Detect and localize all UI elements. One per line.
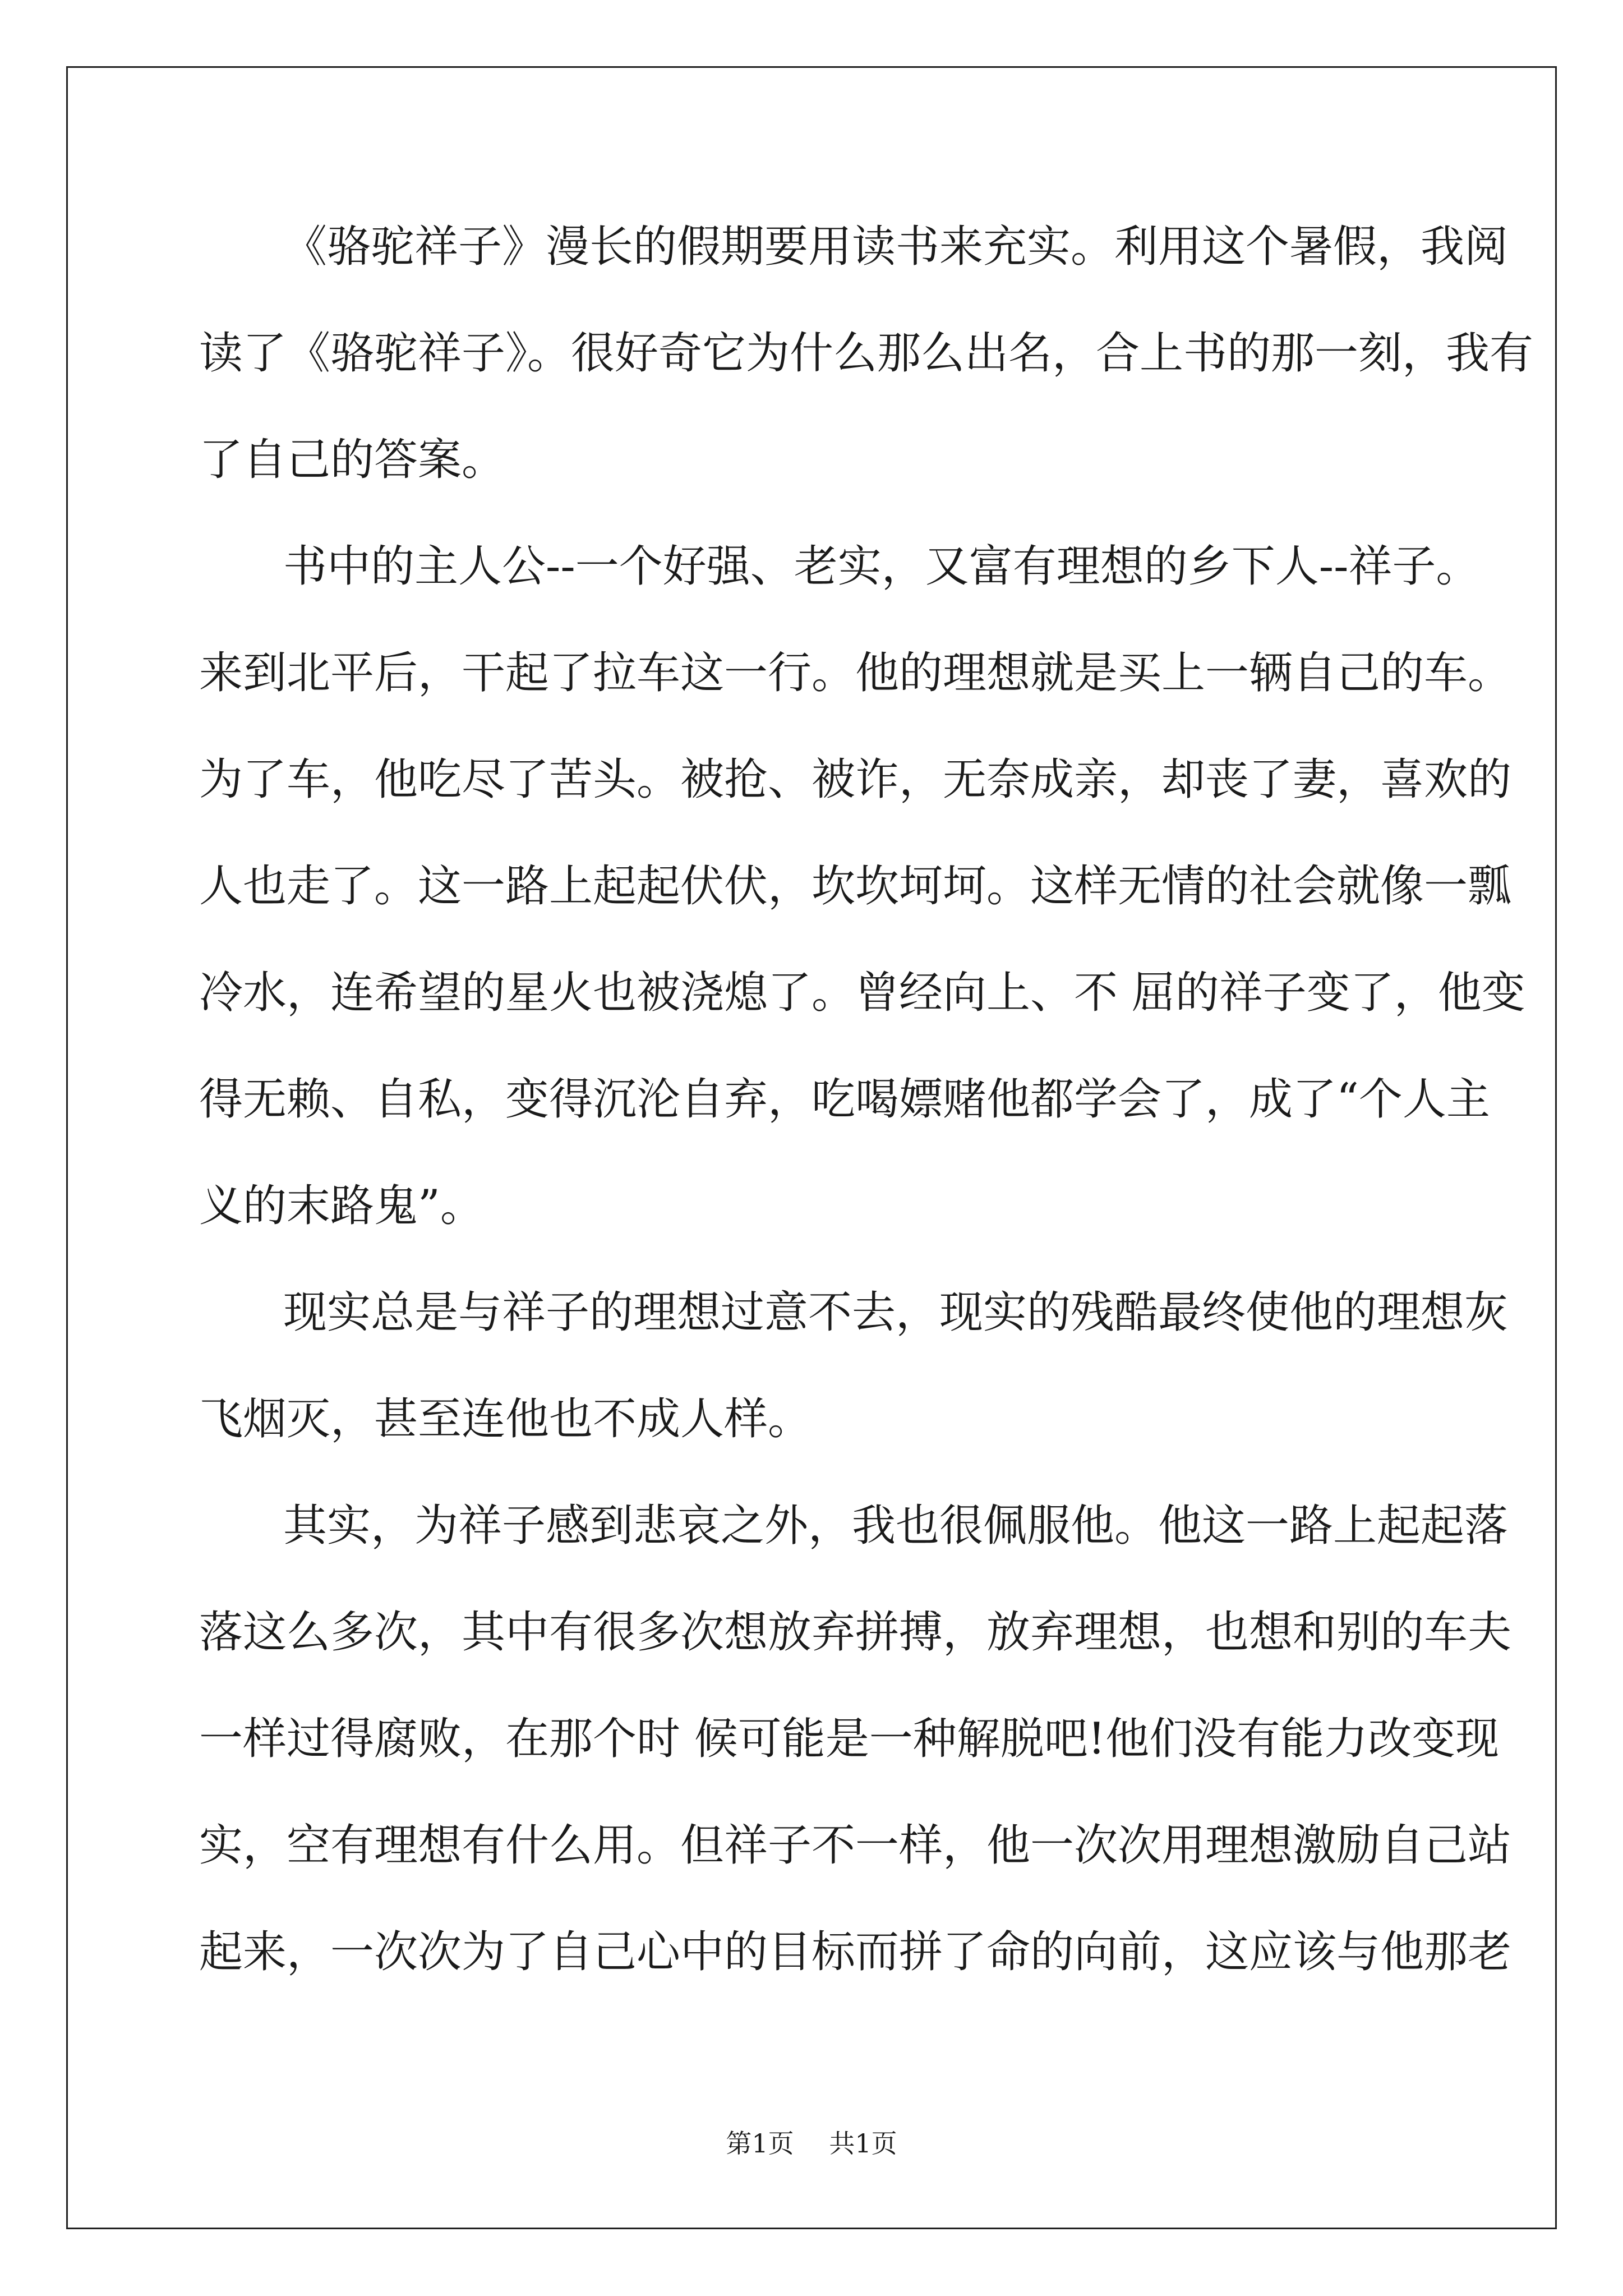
text-line: 《骆驼祥子》漫长的假期要用读书来充实。利用这个暑假，我阅 [283, 222, 1509, 272]
text-line: 书中的主人公--一个好强、老实，又富有理想的乡下人--祥子。 [283, 541, 1480, 592]
text-line: 飞烟灭，甚至连他也不成人样。 [199, 1394, 812, 1444]
text-line: 现实总是与祥子的理想过意不去，现实的残酷最终使他的理想灰 [283, 1287, 1509, 1338]
page-number: 第1页 [726, 2128, 794, 2159]
document-body [199, 194, 1534, 2005]
text-line: 其实，为祥子感到悲哀之外，我也很佩服他。他这一路上起起落 [283, 1501, 1509, 1551]
text-line: 人也走了。这一路上起起伏伏，坎坎坷坷。这样无情的社会就像一瓢 [199, 861, 1512, 912]
text-line: 冷水，连希望的星火也被浇熄了。曾经向上、不 屈的祥子变了，他变 [199, 968, 1525, 1018]
text-line: 了自己的答案。 [199, 435, 506, 485]
text-line: 义的末路鬼”。 [199, 1181, 484, 1231]
text-line: 一样过得腐败，在那个时 候可能是一种解脱吧!他们没有能力改变现 [199, 1714, 1500, 1764]
text-line: 落这么多次，其中有很多次想放弃拼搏，放弃理想，也想和别的车夫 [199, 1607, 1512, 1658]
text-line: 为了车，他吃尽了苦头。被抢、被诈，无奈成亲，却丧了妻，喜欢的 [199, 754, 1512, 805]
text-line: 得无赖、自私，变得沉沦自弃，吃喝嫖赌他都学会了，成了“个人主 [199, 1074, 1490, 1125]
text-line: 来到北平后，干起了拉车这一行。他的理想就是买上一辆自己的车。 [199, 648, 1512, 698]
text-line: 起来，一次次为了自己心中的目标而拼了命的向前，这应该与他那老 [199, 1927, 1512, 1977]
page-footer [0, 2123, 1623, 2160]
text-line: 实，空有理想有什么用。但祥子不一样，他一次次用理想激励自己站 [199, 1820, 1512, 1871]
page-total: 共1页 [829, 2128, 897, 2159]
text-line: 读了《骆驼祥子》。很好奇它为什么那么出名，合上书的那一刻，我有 [199, 328, 1534, 379]
